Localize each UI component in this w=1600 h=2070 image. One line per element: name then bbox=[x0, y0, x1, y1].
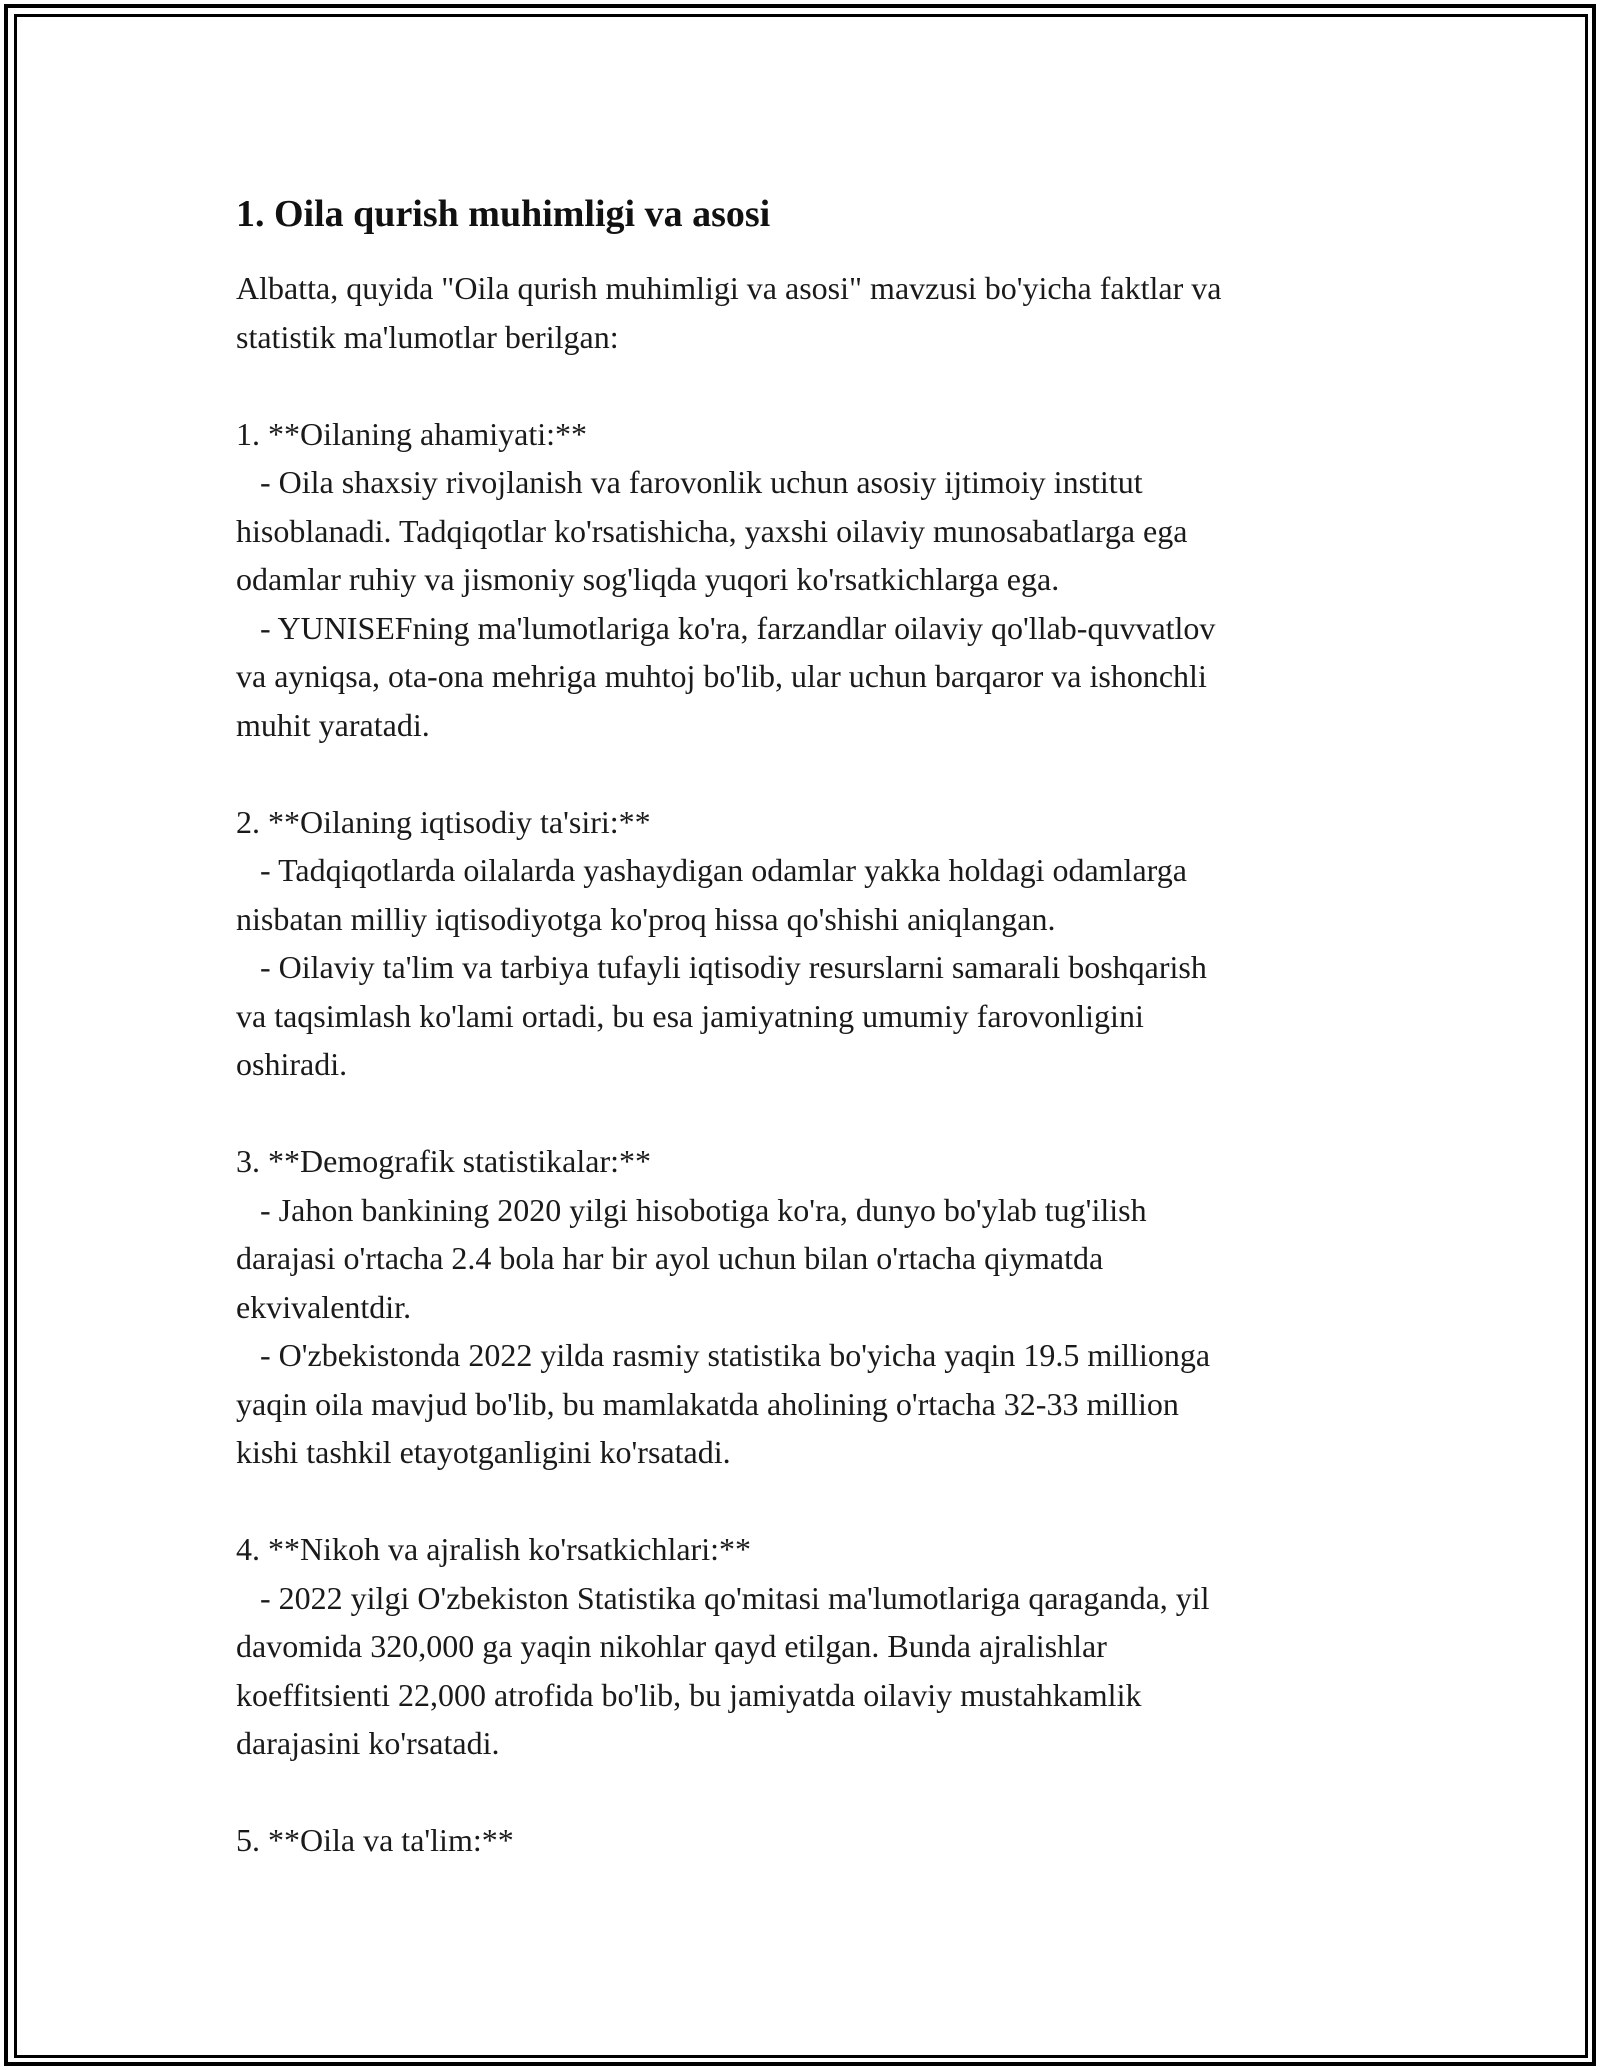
section-4 bbox=[236, 1525, 1376, 1768]
spacer bbox=[236, 1477, 1376, 1526]
section-2 bbox=[236, 798, 1376, 1089]
section-heading: 2. **Oilaning iqtisodiy ta'siri:** bbox=[236, 803, 651, 840]
bullet-item: - 2022 yilgi O'zbekiston Statistika qo'mitasi ma'lumotlariga qaraganda, yil davomida 320,000 ga yaqin nikohlar qayd etilgan. Bunda ajralishlar koeffitsienti 22,000 atrofida bo'lib, bu jamiyatda oilaviy mustahkamlik darajasini ko'rsatadi. bbox=[236, 1579, 1210, 1761]
document-body bbox=[236, 190, 1376, 1865]
section-heading: 4. **Nikoh va ajralish ko'rsatkichlari:** bbox=[236, 1531, 751, 1567]
bullet-item: - Oila shaxsiy rivojlanish va farovonlik uchun asosiy ijtimoiy institut hisoblanadi. Tadqiqotlar ko'rsatishicha, yaxshi oilaviy munosabatlarga ega odamlar ruhiy va jismoniy sog'liqda yuqori ko'rsatkichlarga ega. bbox=[236, 464, 1188, 597]
bullet-item: - Oilaviy ta'lim va tarbiya tufayli iqtisodiy resurslarni samarali boshqarish va taqsimlash ko'lami ortadi, bu esa jamiyatning umumiy farovonligini oshiradi. bbox=[236, 949, 1207, 1082]
document-title: 1. Oila qurish muhimligi va asosi bbox=[236, 193, 771, 235]
spacer bbox=[236, 1768, 1376, 1817]
section-5 bbox=[236, 1816, 1376, 1865]
section-1 bbox=[236, 410, 1376, 750]
bullet-item: - O'zbekistonda 2022 yilda rasmiy statistika bo'yicha yaqin 19.5 millionga yaqin oila mavjud bo'lib, bu mamlakatda aholining o'rtacha 32-33 million kishi tashkil etayotganligini ko'rsatadi. bbox=[236, 1337, 1211, 1470]
intro-paragraph: Albatta, quyida "Oila qurish muhimligi va asosi" mavzusi bo'yicha faktlar va statistik ma'lumotlar berilgan: bbox=[236, 270, 1222, 355]
section-heading: 5. **Oila va ta'lim:** bbox=[236, 1822, 514, 1858]
bullet-item: - Jahon bankining 2020 yilgi hisobotiga ko'ra, dunyo bo'ylab tug'ilish darajasi o'rtacha 2.4 bola har bir ayol uchun bilan o'rtacha qiymatda ekvivalentdir. bbox=[236, 1191, 1147, 1325]
section-3 bbox=[236, 1137, 1376, 1477]
spacer bbox=[236, 361, 1376, 410]
spacer bbox=[236, 749, 1376, 798]
section-heading: 3. **Demografik statistikalar:** bbox=[236, 1143, 652, 1179]
bullet-item: - Tadqiqotlarda oilalarda yashaydigan odamlar yakka holdagi odamlarga nisbatan milliy iqtisodiyotga ko'proq hissa qo'shishi aniqlangan. bbox=[236, 852, 1187, 937]
bullet-item: - YUNISEFning ma'lumotlariga ko'ra, farzandlar oilaviy qo'llab-quvvatlov va ayniqsa, ota-ona mehriga muhtoj bo'lib, ular uchun barqaror va ishonchli muhit yaratadi. bbox=[236, 609, 1216, 743]
section-heading: 1. **Oilaning ahamiyati:** bbox=[236, 415, 588, 452]
spacer bbox=[236, 1089, 1376, 1138]
